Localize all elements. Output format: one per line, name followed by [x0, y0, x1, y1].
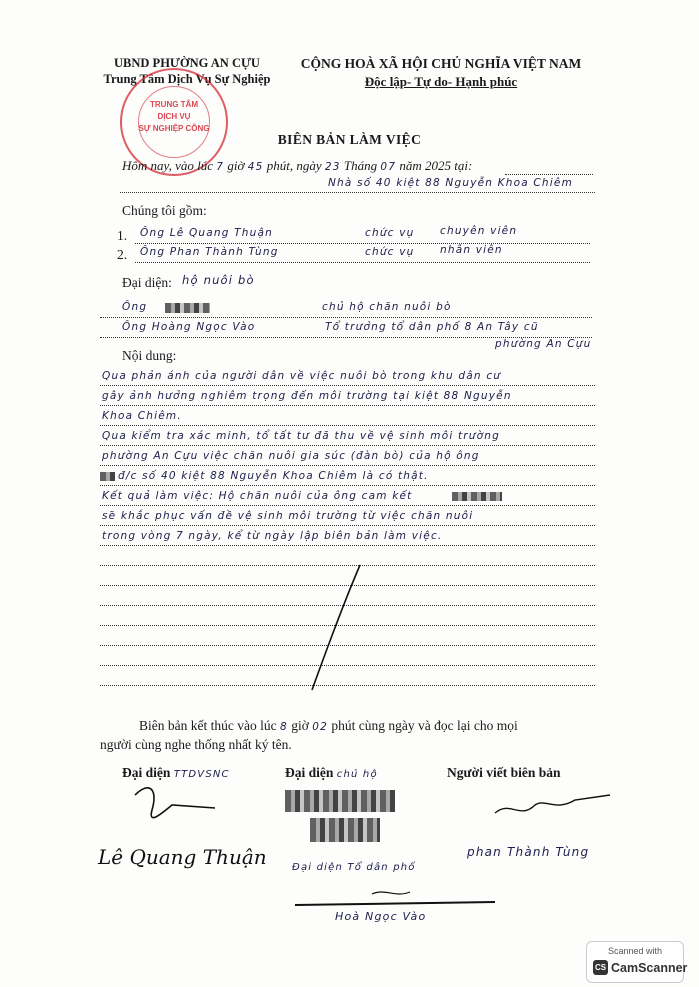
sign-mid-label: [285, 765, 378, 781]
intro-hour: 7: [216, 161, 225, 173]
sign-mid-handwritten: chủ hộ: [336, 769, 378, 780]
representative-value: hộ nuôi bò: [182, 273, 255, 287]
closing-minute: 02: [312, 721, 329, 733]
redacted-signature: [310, 818, 380, 842]
attendees-heading: Chúng tôi gồm:: [122, 203, 207, 218]
content-line-text: Khoa Chiêm.: [102, 410, 182, 422]
intro-year-label: năm 2025 tại:: [399, 158, 473, 173]
closing-line-2: người cùng nghe thống nhất ký tên.: [100, 737, 292, 752]
attendee-2-role: nhân viên: [440, 244, 503, 256]
stamp-text-1: TRUNG TÂM: [150, 100, 198, 109]
closing-text-1: Biên bản kết thúc vào lúc: [139, 718, 277, 733]
content-line-text: phường An Cựu việc chăn nuôi gia súc (đàn bò) của hộ ông: [102, 450, 480, 462]
sign-left-name: Lê Quang Thuận: [98, 845, 267, 869]
intro-month: 07: [380, 161, 397, 173]
sign-mid-label-text: Đại diện: [285, 765, 334, 780]
closing-hour: 8: [279, 721, 288, 733]
attendee-1-role-label: chức vụ: [365, 227, 415, 239]
closing-text-3: phút cùng ngày và đọc lại cho mọi: [331, 718, 518, 733]
redacted-signature: [285, 790, 395, 812]
camscanner-badge: [586, 941, 688, 983]
intro-minute-label: phút, ngày: [266, 158, 322, 173]
closing-line-1: [139, 718, 518, 734]
intro-prefix: Hôm nay, vào lúc: [122, 158, 213, 173]
nation-name: CỘNG HOÀ XÃ HỘI CHỦ NGHĨA VIỆT NAM: [300, 56, 582, 71]
content-line-text: gây ảnh hưởng nghiêm trọng đến môi trường tại kiệt 88 Nguyễn: [102, 390, 512, 402]
content-line-text: Kết quả làm việc: Hộ chăn nuôi của ông cam kết: [102, 490, 413, 502]
attendee-2-name: Ông Phan Thành Tùng: [140, 246, 279, 258]
content-line-text: Qua phản ánh của người dân về việc nuôi bò trong khu dân cư: [102, 370, 502, 382]
org-line-1: UBND PHƯỜNG AN CỰU: [114, 56, 260, 70]
camscanner-logo-icon: CS: [593, 960, 608, 975]
content-line-text: Qua kiểm tra xác minh, tổ tất tư đã thu về vệ sinh môi trường: [102, 430, 501, 442]
rep-line-2-role: Tổ trưởng tổ dân phố 8 An Tây cũ: [325, 321, 539, 333]
rep-line-1-name: Ông: [122, 301, 148, 313]
attendee-1-number: 1.: [117, 228, 128, 243]
motto: Độc lập- Tự do- Hạnh phúc: [364, 74, 518, 89]
sign-mid-name: Hoà Ngọc Vào: [335, 910, 427, 923]
intro-minute: 45: [247, 161, 264, 173]
sign-left-label: [122, 765, 230, 781]
intro-hour-label: giờ: [227, 158, 245, 173]
sign-left-label-text: Đại diện: [122, 765, 171, 780]
attendee-1-role: chuyên viên: [440, 225, 518, 237]
sign-right-label: Người viết biên bản: [447, 765, 561, 780]
scanned-with-text: Scanned with: [607, 946, 663, 956]
content-heading: Nội dung:: [122, 348, 177, 363]
intro-location: Nhà số 40 kiệt 88 Nguyễn Khoa Chiêm: [328, 177, 573, 189]
attendee-1-name: Ông Lê Quang Thuận: [140, 227, 273, 239]
content-line-text: đ/c số 40 kiệt 88 Nguyễn Khoa Chiêm là có thật.: [118, 470, 429, 482]
sign-mid-sub: Đại diện Tổ dân phố: [292, 862, 416, 873]
content-line-text: sẽ khắc phục vấn đề vệ sinh môi trường từ việc chăn nuôi: [102, 510, 474, 522]
stamp-text-2: DỊCH VỤ: [157, 112, 191, 121]
stamp-text-3: SỰ NGHIỆP CÔNG: [138, 124, 210, 133]
rep-line-1-role: chủ hộ chăn nuôi bò: [322, 301, 452, 313]
content-line-text: trong vòng 7 ngày, kể từ ngày lập biên bản làm việc.: [102, 530, 443, 542]
sign-right-name: phan Thành Tùng: [467, 845, 590, 859]
document-title: BIÊN BẢN LÀM VIỆC: [277, 132, 422, 147]
representative-label: Đại diện:: [122, 275, 172, 290]
attendee-2-number: 2.: [117, 247, 128, 262]
rep-line-2-name: Ông Hoàng Ngọc Vào: [122, 321, 256, 333]
org-line-2: Trung Tâm Dịch Vụ Sự Nghiệp: [103, 72, 271, 86]
closing-text-2: giờ: [291, 718, 309, 733]
sign-left-handwritten: TTDVSNC: [173, 769, 230, 780]
camscanner-brand: CamScanner: [611, 961, 688, 975]
intro-month-label: Tháng: [343, 158, 378, 173]
intro-day: 23: [324, 161, 341, 173]
attendee-2-role-label: chức vụ: [365, 246, 415, 258]
rep-line-2-extra: phường An Cựu: [495, 338, 592, 350]
